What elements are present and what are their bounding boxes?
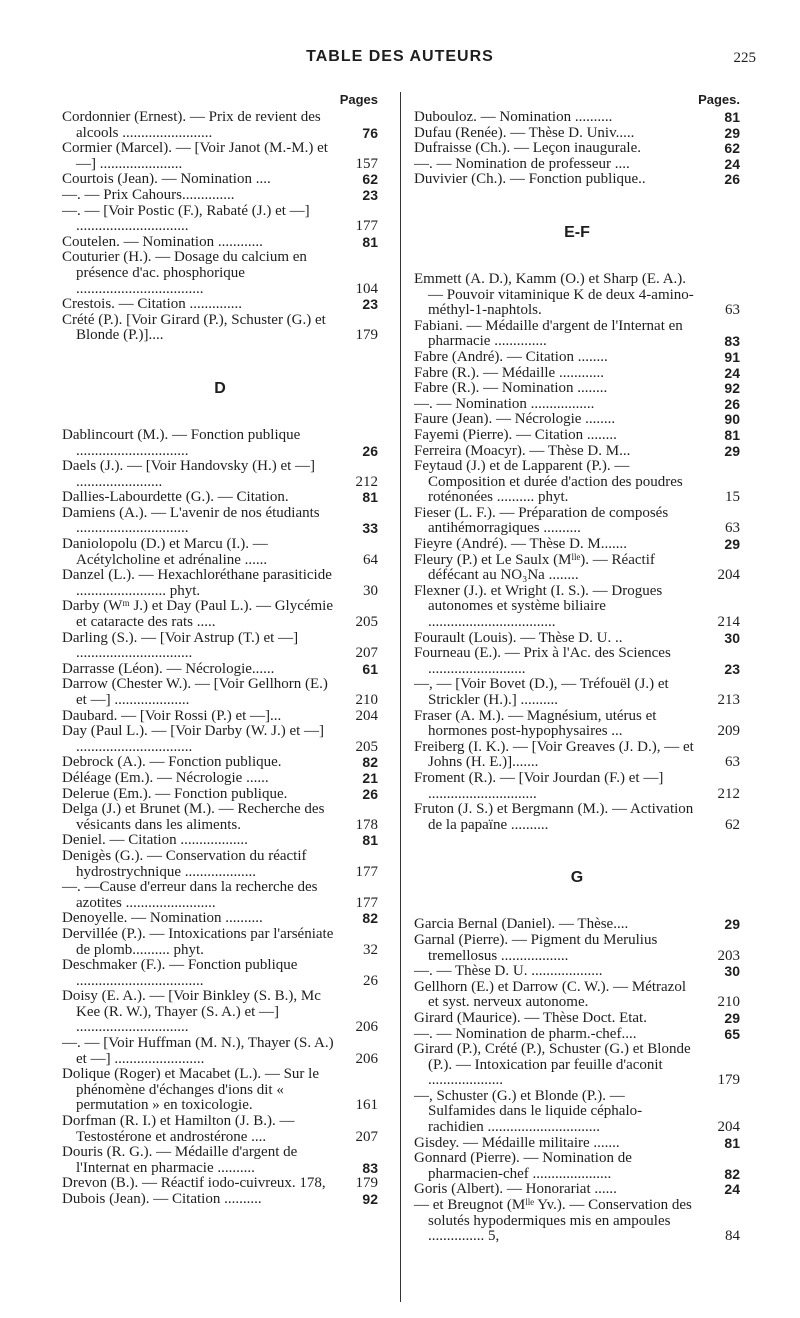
index-entry <box>62 631 378 662</box>
index-entry <box>62 677 378 708</box>
entry-page-number: 214 <box>717 614 740 631</box>
section-letter: G <box>570 869 584 887</box>
entry-text: —. — [Voir Huffman (M. N.), Thayer (S. A.) et —] ........................ <box>62 1035 334 1067</box>
entry-text: Deniel. — Citation .................. <box>62 832 248 849</box>
entry-page-number: 83 <box>362 1159 378 1176</box>
index-entry <box>62 833 378 849</box>
entry-page-number: 81 <box>724 1134 740 1151</box>
index-entry <box>62 204 378 235</box>
index-entry <box>414 584 740 631</box>
index-entry <box>62 235 378 251</box>
entry-page-number: 81 <box>724 426 740 443</box>
index-entry <box>62 771 378 787</box>
entry-page-number: 26 <box>362 785 378 802</box>
index-entry <box>62 958 378 989</box>
index-entry <box>62 911 378 927</box>
index-entry <box>414 1027 740 1043</box>
entry-page-number: 83 <box>724 333 740 350</box>
index-entry <box>62 755 378 771</box>
entry-text: Daels (J.). — [Voir Handovsky (H.) et —] ....................... <box>62 458 316 490</box>
entry-text: Daubard. — [Voir Rossi (P.) et —]... <box>62 707 282 724</box>
index-entry <box>414 1042 740 1089</box>
entry-text: Fabre (André). — Citation ........ <box>414 348 608 365</box>
entry-text: Fabre (R.). — Médaille ............ <box>414 364 604 381</box>
entry-text: Gonnard (Pierre). — Nomination de pharmacien-chef ..................... <box>414 1150 632 1182</box>
index-entry <box>62 490 378 506</box>
entry-page-number: 15 <box>725 489 740 506</box>
entry-text: Fieyre (André). — Thèse D. M....... <box>414 536 628 553</box>
entry-page-number: 32 <box>363 941 378 958</box>
entry-text: —. — Nomination de professeur .... <box>414 155 630 172</box>
page-number: 225 <box>733 50 756 66</box>
entry-page-number: 62 <box>362 171 378 188</box>
index-entry <box>414 428 740 444</box>
entry-text: Girard (P.), Crété (P.), Schuster (G.) et Blonde (P.). — Intoxication par feuille d'aconit .................... <box>414 1041 691 1089</box>
index-entry <box>414 646 740 677</box>
entry-page-number: 84 <box>725 1228 740 1245</box>
left-column <box>62 92 378 1208</box>
entry-page-number: 23 <box>724 660 740 677</box>
entry-page-number: 205 <box>355 738 378 755</box>
index-entry <box>62 537 378 568</box>
entry-page-number: 204 <box>355 707 378 724</box>
entry-text: Douris (R. G.). — Médaille d'argent de l'Internat en pharmacie .......... <box>62 1144 298 1176</box>
entry-text: Fabiani. — Médaille d'argent de l'Internat en pharmacie .............. <box>414 317 683 350</box>
entry-page-number: 207 <box>355 1128 378 1145</box>
index-entry <box>414 110 740 126</box>
entry-text: Dolique (Roger) et Macabet (L.). — Sur le phénomène d'échanges d'ions dit « permutation » en toxicologie. <box>62 1066 319 1114</box>
index-entry <box>414 553 740 584</box>
index-entry <box>62 313 378 344</box>
pages-label: Pages. <box>698 92 740 107</box>
index-entry <box>414 172 740 188</box>
entry-text: Dubouloz. — Nomination .......... <box>414 109 613 125</box>
entry-page-number: 26 <box>363 972 378 989</box>
entry-text: Faure (Jean). — Nécrologie ........ <box>414 411 616 428</box>
index-entry <box>414 933 740 964</box>
page-title: TABLE DES AUTEURS <box>306 48 494 65</box>
entry-page-number: 177 <box>355 894 378 911</box>
index-entry <box>62 1192 378 1208</box>
entry-page-number: 24 <box>724 1181 740 1198</box>
index-entry <box>62 1114 378 1145</box>
entry-page-number: 82 <box>362 910 378 927</box>
entry-text: Doisy (E. A.). — [Voir Binkley (S. B.), Mc Kee (R. W.), Thayer (S. A.) et —] .............................. <box>62 988 321 1036</box>
entry-text: Darby (Wᵐ J.) et Day (Paul L.). — Glycémie et cataracte des rats ..... <box>62 598 333 631</box>
entry-text: Garnal (Pierre). — Pigment du Merulius tremellosus .................. <box>414 931 658 964</box>
section-letter: D <box>214 379 226 397</box>
index-entry <box>414 1182 740 1198</box>
index-entry <box>62 1176 378 1192</box>
entry-text: Gellhorn (E.) et Darrow (C. W.). — Métrazol et syst. nerveux autonome. <box>414 978 687 1011</box>
entry-text: Crestois. — Citation .............. <box>62 296 242 313</box>
index-entry <box>62 459 378 490</box>
index-entry <box>414 141 740 157</box>
entry-text: Fraser (A. M.). — Magnésium, utérus et hormones post-hypophysaires ... <box>414 707 657 740</box>
entry-page-number: 62 <box>725 816 740 833</box>
entry-page-number: 210 <box>717 994 740 1011</box>
index-entry <box>62 141 378 172</box>
index-entry <box>62 802 378 833</box>
entry-text: Feytaud (J.) et de Lapparent (P.). — Composition et durée d'action des poudres roténonées .......... phyt. <box>414 458 683 506</box>
entry-page-number: 206 <box>355 1019 378 1036</box>
entry-text: Emmett (A. D.), Kamm (O.) et Sharp (E. A.). — Pouvoir vitaminique K de deux 4-amino-méthyl-1-naphtols. <box>414 270 694 319</box>
entry-page-number: 212 <box>717 785 740 802</box>
entry-text: —. — [Voir Postic (F.), Rabaté (J.) et —] .............................. <box>62 202 310 235</box>
index-entry <box>414 412 740 428</box>
entry-page-number: 204 <box>717 1119 740 1136</box>
entry-text: Ferreira (Moacyr). — Thèse D. M... <box>414 442 631 459</box>
entry-text: Gisdey. — Médaille militaire ....... <box>414 1134 620 1151</box>
entry-page-number: 179 <box>355 1175 378 1192</box>
entry-text: Déléage (Em.). — Nécrologie ...... <box>62 769 269 786</box>
entry-text: Fourneau (E.). — Prix à l'Ac. des Sciences .......................... <box>414 645 671 677</box>
entry-page-number: 24 <box>724 155 740 172</box>
entry-text: — et Breugnot (Mˡˡᵉ Yv.). — Conservation des solutés hypodermiques mis en ampoules ............... 5, <box>414 1197 692 1245</box>
entry-text: Debrock (A.). — Fonction publique. <box>62 754 282 771</box>
index-entry <box>62 709 378 725</box>
index-entry <box>62 1036 378 1067</box>
entry-page-number: 29 <box>724 442 740 459</box>
entry-text: Girard (Maurice). — Thèse Doct. Etat. <box>414 1009 647 1026</box>
index-entry <box>62 297 378 313</box>
index-entry <box>414 771 740 802</box>
entry-page-number: 205 <box>355 614 378 631</box>
index-entry <box>414 1089 740 1136</box>
index-entry <box>414 381 740 397</box>
entry-page-number: 65 <box>724 1025 740 1042</box>
entry-page-number: 157 <box>355 155 378 172</box>
entry-page-number: 206 <box>355 1050 378 1067</box>
index-entry <box>414 459 740 506</box>
entry-page-number: 161 <box>355 1097 378 1114</box>
index-entry <box>62 927 378 958</box>
entry-page-number: 29 <box>724 124 740 141</box>
entry-text: Dubois (Jean). — Citation .......... <box>62 1191 262 1207</box>
entry-text: Dorfman (R. I.) et Hamilton (J. B.). — Testostérone et androstérone .... <box>62 1113 295 1145</box>
index-entry <box>414 802 740 833</box>
entry-page-number: 92 <box>724 380 740 397</box>
entry-text: Fleury (P.) et Le Saulx (Mˡˡᵉ). — Réactif défécant au NO₃Na ........ <box>414 551 655 584</box>
entry-text: Duvivier (Ch.). — Fonction publique.. <box>414 171 646 188</box>
entry-text: Delerue (Em.). — Fonction publique. <box>62 785 288 802</box>
entry-page-number: 82 <box>724 1165 740 1182</box>
index-entry <box>414 980 740 1011</box>
index-entry <box>414 740 740 771</box>
entry-text: Froment (R.). — [Voir Jourdan (F.) et —] ............................. <box>414 769 664 802</box>
index-entry <box>414 350 740 366</box>
index-entry <box>414 319 740 350</box>
index-entry <box>414 506 740 537</box>
entry-text: Crété (P.). [Voir Girard (P.), Schuster (G.) et Blonde (P.)].... <box>62 311 326 344</box>
index-entry <box>414 1198 740 1245</box>
entry-text: Dallies-Labourdette (G.). — Citation. <box>62 489 289 506</box>
entry-page-number: 204 <box>717 567 740 584</box>
index-entry <box>62 880 378 911</box>
entry-page-number: 210 <box>355 692 378 708</box>
entry-text: Dufau (Renée). — Thèse D. Univ..... <box>414 124 635 141</box>
entry-text: —, — [Voir Bovet (D.), — Tréfouël (J.) et Strickler (H.).] .......... <box>414 676 669 708</box>
entry-page-number: 91 <box>724 348 740 365</box>
index-entry <box>62 506 378 537</box>
entry-page-number: 24 <box>724 364 740 381</box>
entry-text: Goris (Albert). — Honorariat ...... <box>414 1181 617 1198</box>
entry-page-number: 207 <box>355 645 378 662</box>
index-entry <box>62 724 378 755</box>
entry-page-number: 104 <box>355 280 378 297</box>
entry-page-number: 177 <box>355 863 378 880</box>
entry-page-number: 178 <box>355 816 378 833</box>
entry-text: —. — Thèse D. U. ................... <box>414 963 603 980</box>
index-entry <box>414 126 740 142</box>
entry-text: Darrow (Chester W.). — [Voir Gellhorn (E.) et —] .................... <box>62 676 328 708</box>
index-entry <box>414 709 740 740</box>
index-entry <box>414 1151 740 1182</box>
index-entry <box>62 110 378 141</box>
index-entry <box>414 1136 740 1152</box>
entry-page-number: 21 <box>362 769 378 786</box>
entry-page-number: 179 <box>355 327 378 344</box>
page-header <box>0 48 800 74</box>
entry-text: Coutelen. — Nomination ............ <box>62 233 263 250</box>
entry-text: Danzel (L.). — Hexachloréthane parasiticide ........................ phyt. <box>62 567 332 599</box>
section-letter: E-F <box>564 223 590 241</box>
entry-text: —. — Nomination ................. <box>414 395 595 412</box>
index-entry <box>414 917 740 933</box>
entry-page-number: 23 <box>362 296 378 313</box>
entry-text: Darrasse (Léon). — Nécrologie...... <box>62 660 275 677</box>
entry-page-number: 179 <box>717 1072 740 1089</box>
index-entry <box>62 568 378 599</box>
index-entry <box>62 989 378 1036</box>
entry-page-number: 64 <box>363 551 378 568</box>
index-entry <box>62 599 378 630</box>
entry-text: Fruton (J. S.) et Bergmann (M.). — Activation de la papaïne .......... <box>414 801 694 833</box>
entry-page-number: 92 <box>362 1191 378 1207</box>
entry-text: Deschmaker (F.). — Fonction publique .................................. <box>62 957 298 989</box>
entry-page-number: 30 <box>724 963 740 980</box>
entry-text: —. —Cause d'erreur dans la recherche des azotites ........................ <box>62 879 318 911</box>
entry-text: Couturier (H.). — Dosage du calcium en présence d'ac. phosphorique .................................. <box>62 249 307 297</box>
entry-page-number: 213 <box>717 692 740 708</box>
index-entry <box>414 677 740 708</box>
index-entry <box>62 662 378 678</box>
entry-text: Dufraisse (Ch.). — Leçon inaugurale. <box>414 140 642 157</box>
entry-text: Freiberg (I. K.). — [Voir Greaves (J. D.), — et Johns (H. E.)]....... <box>414 738 694 771</box>
index-entry <box>414 964 740 980</box>
entry-page-number: 62 <box>724 140 740 157</box>
entry-text: —. — Prix Cahours.............. <box>62 186 235 203</box>
entry-page-number: 30 <box>724 629 740 646</box>
entry-text: Damiens (A.). — L'avenir de nos étudiants .............................. <box>62 504 320 537</box>
index-entry <box>414 397 740 413</box>
index-entry <box>414 366 740 382</box>
entry-page-number: 63 <box>725 754 740 771</box>
entry-text: —. — Nomination de pharm.-chef.... <box>414 1025 637 1042</box>
index-entry <box>62 1145 378 1176</box>
entry-page-number: 212 <box>355 473 378 490</box>
index-entry <box>62 172 378 188</box>
entry-text: Dablincourt (M.). — Fonction publique .............................. <box>62 426 301 459</box>
entry-page-number: 90 <box>724 411 740 428</box>
entry-text: Darling (S.). — [Voir Astrup (T.) et —] ............................... <box>62 629 299 662</box>
entry-page-number: 26 <box>724 395 740 412</box>
index-entry <box>414 272 740 319</box>
entry-text: Drevon (B.). — Réactif iodo-cuivreux. 178, <box>62 1175 326 1192</box>
entry-page-number: 33 <box>362 520 378 537</box>
index-entry <box>62 1067 378 1114</box>
index-entry <box>62 849 378 880</box>
entry-text: Day (Paul L.). — [Voir Darby (W. J.) et —] ............................... <box>62 723 325 755</box>
entry-text: Fourault (Louis). — Thèse D. U. .. <box>414 629 623 646</box>
entry-text: Fayemi (Pierre). — Citation ........ <box>414 426 617 443</box>
index-entry <box>414 631 740 647</box>
entry-text: Dervillée (P.). — Intoxications par l'arséniate de plomb.......... phyt. <box>62 925 334 958</box>
entry-page-number: 26 <box>362 442 378 459</box>
entry-page-number: 26 <box>724 171 740 188</box>
entry-text: Daniolopolu (D.) et Marcu (I.). — Acétylcholine et adrénaline ...... <box>62 536 268 568</box>
index-entry <box>62 787 378 803</box>
entry-page-number: 209 <box>717 723 740 740</box>
entry-text: Cordonnier (Ernest). — Prix de revient des alcools ........................ <box>62 109 321 141</box>
entry-text: Garcia Bernal (Daniel). — Thèse.... <box>414 916 629 933</box>
right-column <box>414 92 740 1245</box>
index-entry <box>414 157 740 173</box>
entry-text: Cormier (Marcel). — [Voir Janot (M.-M.) et —] ...................... <box>62 140 328 172</box>
entry-page-number: 81 <box>362 489 378 506</box>
entry-text: Fieser (L. F.). — Préparation de composés antihémorragiques .......... <box>414 504 669 537</box>
entry-page-number: 30 <box>363 582 378 599</box>
entry-text: Denoyelle. — Nomination .......... <box>62 910 263 927</box>
entry-page-number: 81 <box>362 832 378 849</box>
entry-page-number: 177 <box>355 218 378 235</box>
entry-page-number: 81 <box>724 109 740 125</box>
index-entry <box>414 1011 740 1027</box>
entry-page-number: 81 <box>362 233 378 250</box>
entry-page-number: 29 <box>724 536 740 553</box>
index-entry <box>414 537 740 553</box>
entry-page-number: 76 <box>362 124 378 141</box>
index-entry <box>62 188 378 204</box>
index-entry <box>62 250 378 297</box>
entry-page-number: 82 <box>362 754 378 771</box>
entry-page-number: 63 <box>725 520 740 537</box>
entry-text: Flexner (J.). et Wright (I. S.). — Drogues autonomes et système biliaire .................................. <box>414 582 663 631</box>
entry-text: Delga (J.) et Brunet (M.). — Recherche des vésicants dans les aliments. <box>62 801 325 833</box>
entry-page-number: 61 <box>362 660 378 677</box>
entry-text: Denigès (G.). — Conservation du réactif hydrostrychnique ................... <box>62 847 307 880</box>
entry-text: —, Schuster (G.) et Blonde (P.). — Sulfamides dans le liquide céphalo-rachidien .............................. <box>414 1087 643 1136</box>
column-divider <box>400 92 401 1302</box>
entry-page-number: 29 <box>724 916 740 933</box>
entry-page-number: 63 <box>725 302 740 319</box>
entry-page-number: 29 <box>724 1009 740 1026</box>
index-entry <box>414 444 740 460</box>
index-entry <box>62 428 378 459</box>
entry-page-number: 203 <box>717 947 740 964</box>
entry-page-number: 23 <box>362 186 378 203</box>
pages-label: Pages <box>339 92 378 107</box>
entry-text: Courtois (Jean). — Nomination .... <box>62 171 271 188</box>
entry-text: Fabre (R.). — Nomination ........ <box>414 380 608 397</box>
